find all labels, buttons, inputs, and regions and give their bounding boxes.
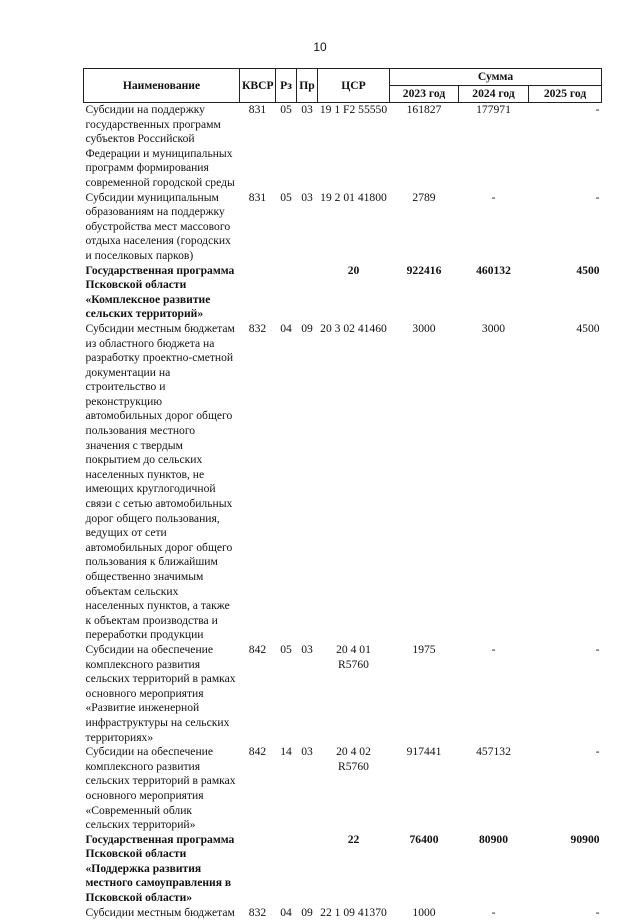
cell-csr: 20: [318, 264, 390, 322]
cell-kvsr: 832: [240, 906, 276, 920]
cell-csr: 20 4 02 R5760: [318, 745, 390, 833]
cell-rz: 04: [276, 906, 297, 920]
table-row: [84, 906, 602, 920]
cell-csr: 19 2 01 41800: [318, 191, 390, 264]
cell-y2025: -: [529, 906, 602, 920]
cell-name: Субсидии местным бюджетам из областного бюджета на разработку проектно-сметной документации на строительство и реконструкцию автомобильных дорог общего пользования местного значения с твердым покрытием до сельских населенных пунктов, не имеющих круглогодичной связи с сетью автомобильных дорог общего пользования, ведущих от сети автомобильных дорог общего пользования к ближайшим общественно значимым объектам сельских населенных пунктов, а также к объектам производства и переработки продукции: [84, 322, 240, 643]
cell-y2023: 917441: [390, 745, 459, 833]
page-number: 10: [0, 40, 640, 54]
cell-csr: 20 3 02 41460: [318, 322, 390, 643]
cell-name: Субсидии на обеспечение комплексного развития сельских территорий в рамках основного мероприятия «Современный облик сельских территорий»: [84, 745, 240, 833]
cell-kvsr: 832: [240, 322, 276, 643]
cell-rz: 14: [276, 745, 297, 833]
cell-y2024: 177971: [459, 103, 529, 191]
cell-pr: 03: [297, 745, 318, 833]
cell-kvsr: 842: [240, 745, 276, 833]
cell-y2025: 4500: [529, 264, 602, 322]
cell-y2023: 2789: [390, 191, 459, 264]
cell-y2024: 457132: [459, 745, 529, 833]
cell-y2024: 3000: [459, 322, 529, 643]
cell-rz: 05: [276, 191, 297, 264]
cell-y2024: -: [459, 906, 529, 920]
header-name: Наименование: [84, 69, 240, 103]
cell-pr: 09: [297, 906, 318, 920]
cell-name: Субсидии местным бюджетам: [84, 906, 240, 920]
cell-pr: 09: [297, 322, 318, 643]
cell-y2024: -: [459, 191, 529, 264]
cell-y2024: 80900: [459, 833, 529, 906]
cell-pr: [297, 264, 318, 322]
table-body: [84, 103, 602, 920]
cell-y2023: 161827: [390, 103, 459, 191]
cell-pr: 03: [297, 191, 318, 264]
cell-pr: 03: [297, 103, 318, 191]
cell-name: Государственная программа Псковской области «Поддержка развития местного самоуправления в Псковской области»: [84, 833, 240, 906]
cell-y2023: 1975: [390, 643, 459, 745]
cell-y2025: -: [529, 103, 602, 191]
cell-kvsr: [240, 833, 276, 906]
cell-csr: 19 1 F2 55550: [318, 103, 390, 191]
header-2023: 2023 год: [390, 86, 459, 103]
cell-y2025: -: [529, 643, 602, 745]
header-2024: 2024 год: [459, 86, 529, 103]
cell-csr: 22: [318, 833, 390, 906]
header-2025: 2025 год: [529, 86, 602, 103]
cell-name: Субсидии муниципальным образованиям на поддержку обустройства мест массового отдыха населения (городских и поселковых парков): [84, 191, 240, 264]
cell-rz: 05: [276, 103, 297, 191]
cell-rz: 05: [276, 643, 297, 745]
table-row: [84, 191, 602, 264]
cell-name: Государственная программа Псковской области «Комплексное развитие сельских территорий»: [84, 264, 240, 322]
cell-kvsr: 842: [240, 643, 276, 745]
cell-y2025: 90900: [529, 833, 602, 906]
cell-name: Субсидии на обеспечение комплексного развития сельских территорий в рамках основного мероприятия «Развитие инженерной инфраструктуры на сельских территориях»: [84, 643, 240, 745]
table-row: [84, 103, 602, 191]
header-pr: Пр: [297, 69, 318, 103]
cell-pr: 03: [297, 643, 318, 745]
cell-name: Субсидии на поддержку государственных программ субъектов Российской Федерации и муниципальных программ формирования современной городской среды: [84, 103, 240, 191]
cell-rz: 04: [276, 322, 297, 643]
header-kvsr: КВСР: [240, 69, 276, 103]
table-row: [84, 745, 602, 833]
cell-y2025: -: [529, 191, 602, 264]
cell-kvsr: 831: [240, 191, 276, 264]
header-rz: Рз: [276, 69, 297, 103]
table-row: [84, 833, 602, 906]
header-csr: ЦСР: [318, 69, 390, 103]
table-row: [84, 643, 602, 745]
cell-rz: [276, 264, 297, 322]
cell-y2025: -: [529, 745, 602, 833]
cell-y2023: 3000: [390, 322, 459, 643]
cell-rz: [276, 833, 297, 906]
table-row: [84, 264, 602, 322]
budget-table: [83, 68, 602, 920]
cell-csr: 22 1 09 41370: [318, 906, 390, 920]
header-sum: Сумма: [390, 69, 602, 86]
cell-y2023: 76400: [390, 833, 459, 906]
cell-kvsr: 831: [240, 103, 276, 191]
cell-csr: 20 4 01 R5760: [318, 643, 390, 745]
cell-y2024: 460132: [459, 264, 529, 322]
cell-y2025: 4500: [529, 322, 602, 643]
cell-kvsr: [240, 264, 276, 322]
cell-y2023: 922416: [390, 264, 459, 322]
cell-y2023: 1000: [390, 906, 459, 920]
table-row: [84, 322, 602, 643]
cell-y2024: -: [459, 643, 529, 745]
cell-pr: [297, 833, 318, 906]
